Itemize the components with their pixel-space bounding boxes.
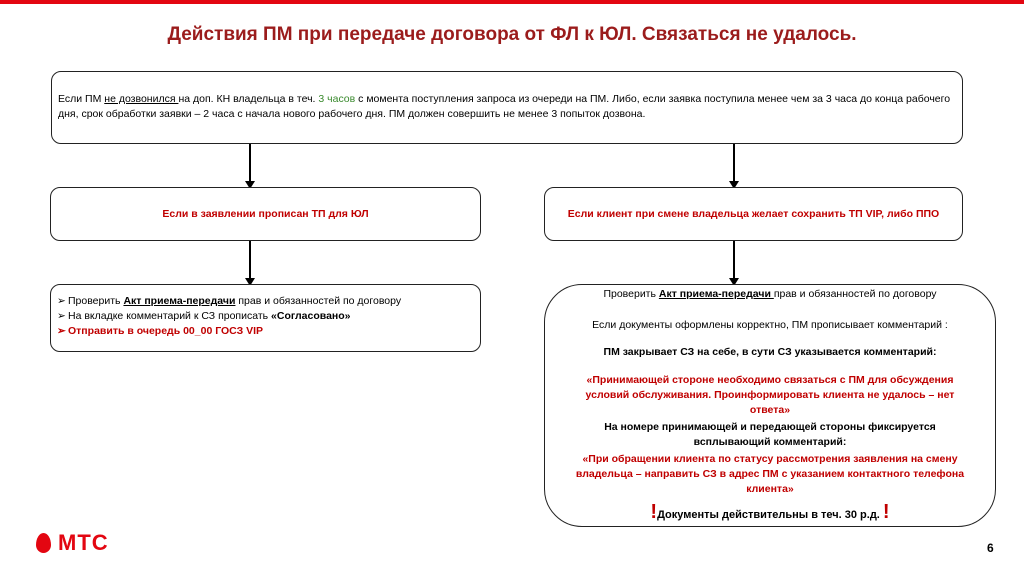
left-condition-text: Если в заявлении прописан ТП для ЮЛ — [162, 207, 369, 220]
left-item1-pre: Проверить — [68, 295, 124, 307]
arrow-right-down — [733, 241, 735, 284]
mts-egg-icon — [36, 533, 51, 553]
right-line1-post: прав и обязанностей по договору — [773, 288, 937, 300]
right-condition-box — [544, 187, 963, 241]
right-condition-text: Если клиент при смене владельца желает сохранить ТП VIP, либо ППО — [567, 207, 940, 220]
top-text-part1: Если ПМ — [58, 93, 105, 105]
right-action-footer — [573, 501, 967, 524]
left-item1-doc: Акт приема-передачи — [123, 295, 236, 307]
top-text-hours: 3 часов — [318, 93, 356, 105]
exclamation-icon: ! — [650, 501, 658, 523]
top-condition-text — [58, 92, 956, 122]
top-condition-box — [51, 71, 963, 144]
page-number: 6 — [987, 541, 994, 555]
left-item2-pre: На вкладке комментарий к СЗ прописать — [68, 310, 272, 322]
right-action-line-2: Если документы оформлены корректно, ПМ прописывает комментарий : — [592, 319, 948, 331]
arrow-top-right — [733, 144, 735, 187]
left-item1-post: прав и обязанностей по договору — [235, 295, 402, 307]
check-arrow-icon: ➢ — [57, 310, 66, 322]
top-text-part3: на доп. КН владельца в теч. — [178, 93, 319, 105]
mts-logo — [36, 530, 109, 556]
right-action-line-1 — [573, 287, 967, 302]
right-line1-pre: Проверить — [603, 288, 659, 300]
left-action-item-1 — [57, 294, 474, 309]
right-action-quote-2: «При обращении клиента по статусу рассмотрения заявления на смену владельца – направить СЗ в адрес ПМ с указанием контактного телефона клиента» — [575, 453, 965, 495]
top-text-part5: с момента поступления запроса из очереди на ПМ. Либо, если заявка поступила менее чем за 3 часа до конца рабочего дня, срок обработки заявки – 2 часа с начала нового рабочего дня. ПМ должен совершить не менее 3 попыток дозвона. — [58, 93, 951, 120]
left-actions-box — [50, 284, 481, 352]
left-action-item-2 — [57, 309, 474, 324]
check-arrow-icon: ➢ — [57, 295, 66, 307]
left-item2-status: «Согласовано» — [271, 310, 351, 322]
right-line1-doc: Акт приема-передачи — [658, 288, 774, 300]
exclamation-icon: ! — [882, 501, 890, 523]
right-action-quote-1: «Принимающей стороне необходимо связаться с ПМ для обсуждения условий обслуживания. Проинформировать клиента не удалось – нет ответа» — [585, 374, 955, 416]
left-action-item-3 — [57, 324, 474, 339]
top-accent-bar — [0, 0, 1024, 4]
arrow-top-left — [249, 144, 251, 187]
left-condition-box — [50, 187, 481, 241]
arrow-left-down — [249, 241, 251, 284]
left-item3-text: Отправить в очередь 00_00 ГОСЗ VIP — [68, 325, 264, 337]
mts-logo-text: МТС — [58, 530, 109, 555]
top-text-underlined: не дозвонился — [104, 93, 179, 105]
right-footer-text: Документы действительны в теч. 30 р.д. — [657, 509, 883, 521]
right-actions-box — [544, 284, 996, 527]
slide-title: Действия ПМ при передаче договора от ФЛ к ЮЛ. Связаться не удалось. — [167, 24, 857, 45]
right-action-line-4: На номере принимающей и передающей стороны фиксируется всплывающий комментарий: — [604, 421, 936, 448]
check-arrow-icon: ➢ — [57, 325, 66, 337]
right-action-line-3: ПМ закрывает СЗ на себе, в сути СЗ указывается комментарий: — [603, 346, 937, 358]
